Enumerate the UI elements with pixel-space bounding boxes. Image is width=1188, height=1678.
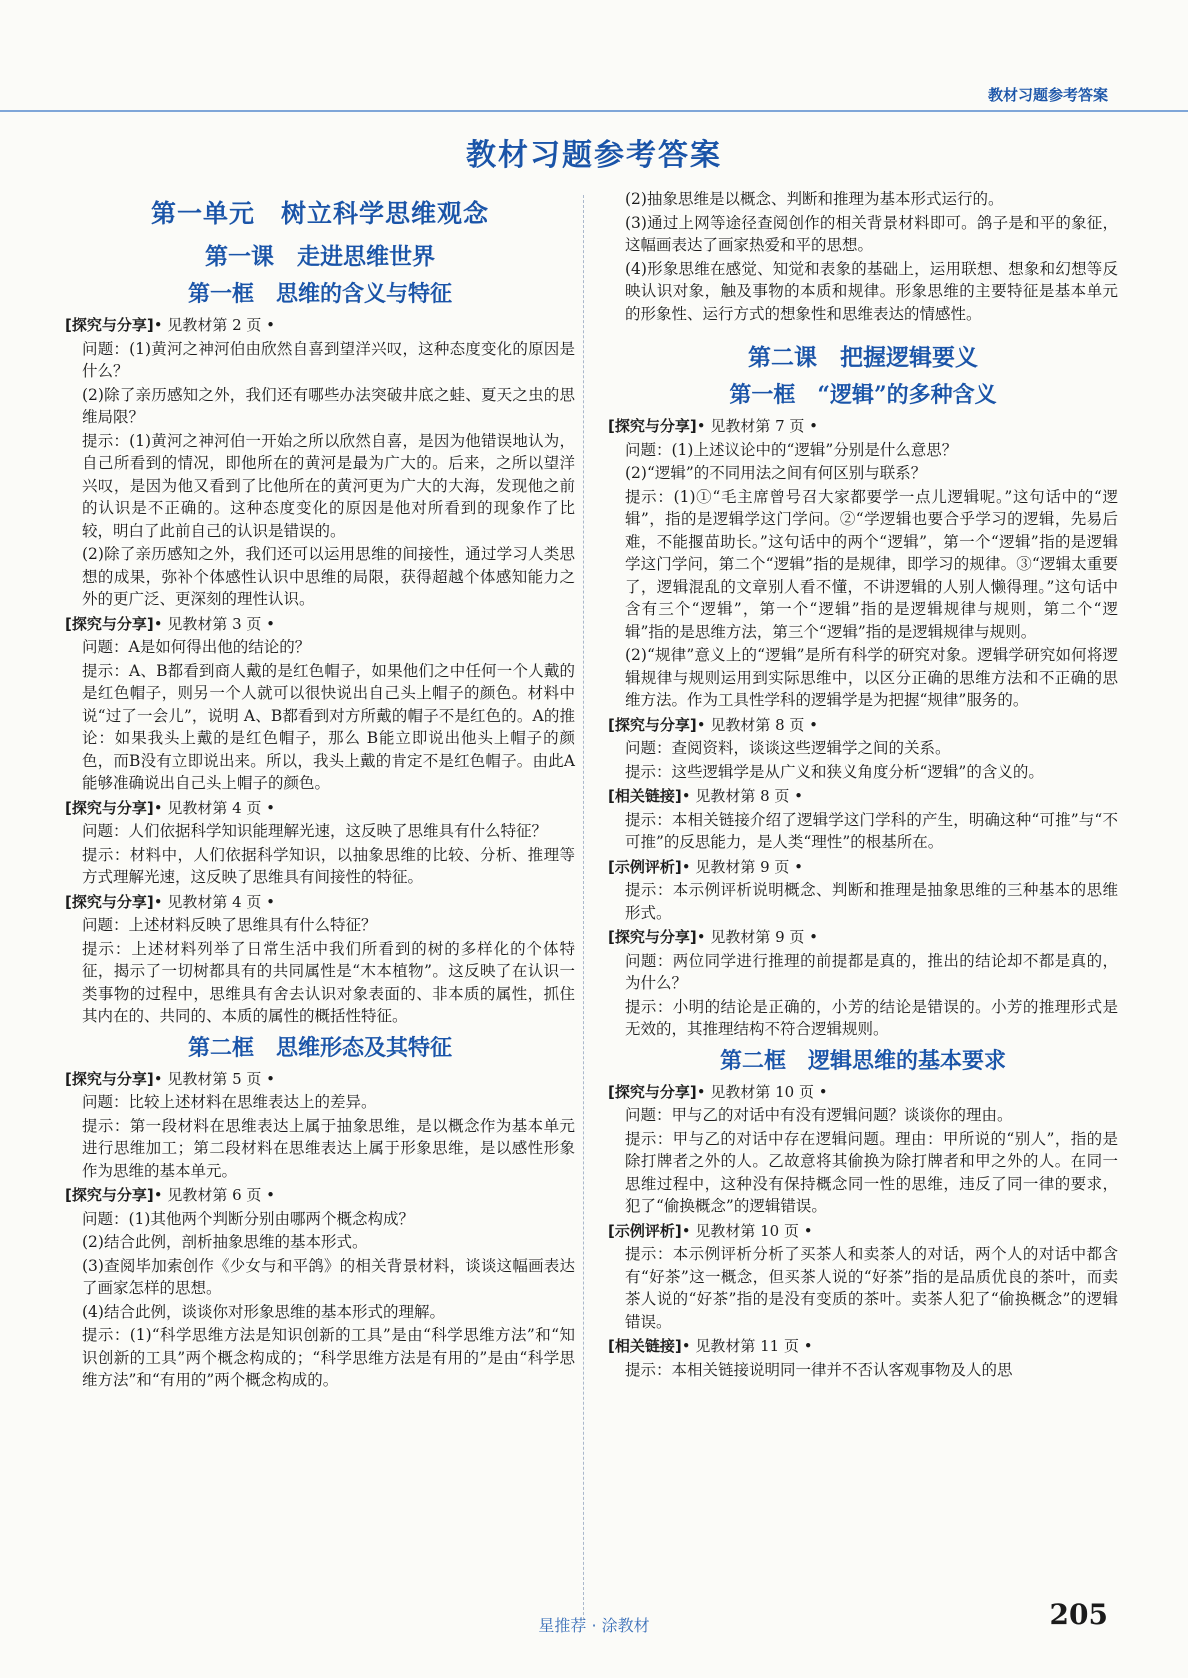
section-label: [探究与分享]: [608, 1082, 697, 1101]
lesson-heading: 第一课 走进思维世界: [205, 243, 435, 270]
section-ref: • 见教材第 10 页 •: [696, 1082, 828, 1101]
section-header: [608, 1335, 1118, 1358]
frame-heading: 第二框 思维形态及其特征: [187, 1034, 452, 1061]
section-label: [相关链接]: [608, 1337, 682, 1355]
left-column: [65, 188, 575, 1393]
section-header: [65, 1184, 575, 1207]
section-label: [相关链接]: [608, 787, 682, 805]
paragraph: 问题：查阅资料，谈谈这些逻辑学之间的关系。: [625, 739, 951, 757]
section-header: [608, 1081, 1118, 1104]
section-header: [608, 1220, 1118, 1243]
column-divider: [583, 195, 584, 1620]
paragraph: (2)“逻辑”的不同用法之间有何区别与联系？: [625, 464, 927, 482]
section-label: [探究与分享]: [608, 417, 697, 435]
page-number: 205: [1049, 1598, 1108, 1631]
section-label: [示例评析]: [608, 857, 682, 876]
section-ref: • 见教材第 10 页 •: [681, 1221, 813, 1240]
paragraph: (2)“规律”意义上的“逻辑”是所有科学的研究对象。逻辑学研究如何将逻辑规律与规则运用到实际思维中，以区分正确的思维方法和不正确的思维方法。作为工具性学科的逻辑学是为把握“规律”服务的。: [625, 646, 1118, 709]
section-ref: • 见教材第 3 页 •: [153, 614, 276, 633]
section-label: [探究与分享]: [65, 892, 154, 911]
paragraph: 问题：A是如何得出他的结论的？: [82, 638, 311, 656]
section-header: [65, 613, 575, 636]
lesson-heading: 第二课 把握逻辑要义: [748, 344, 978, 371]
section-ref: • 见教材第 9 页 •: [681, 857, 804, 876]
paragraph: 提示：甲与乙的对话中存在逻辑问题。理由：甲所说的“别人”，指的是除打牌者之外的人。乙故意将其偷换为除打牌者和甲之外的人。在同一思维过程中，这种没有保持概念同一性的思维，违反了同一律的要求，犯了“偷换概念”的逻辑错误。: [625, 1129, 1118, 1215]
paragraph: 问题：(1)黄河之神河伯由欣然自喜到望洋兴叹，这种态度变化的原因是什么？: [82, 339, 575, 380]
frame-heading: 第一框 “逻辑”的多种含义: [729, 382, 997, 408]
section-ref: • 见教材第 2 页 •: [153, 316, 276, 334]
section-label: [探究与分享]: [65, 1069, 154, 1088]
section-label: [探究与分享]: [608, 715, 697, 734]
section-ref: • 见教材第 5 页 •: [153, 1069, 276, 1088]
paragraph: 提示：本示例评析分析了买茶人和卖茶人的对话，两个人的对话中都含有“好茶”这一概念，但买茶人说的“好茶”指的是品质优良的茶叶，而卖茶人说的“好茶”指的是没有变质的茶叶。卖茶人犯了“偷换概念”的逻辑错误。: [625, 1245, 1118, 1331]
section-header: [608, 785, 1118, 808]
section-header: [608, 856, 1118, 879]
section-header: [608, 415, 1118, 438]
running-header: 教材习题参考答案: [987, 86, 1108, 104]
paragraph: 提示：本相关链接说明同一律并不否认客观事物及人的思: [625, 1360, 1013, 1379]
paragraph: 问题：人们依据科学知识能理解光速，这反映了思维具有什么特征？: [82, 822, 548, 840]
section-label: [探究与分享]: [65, 798, 154, 817]
paragraph: (2)除了亲历感知之外，我们还有哪些办法突破井底之蛙、夏天之虫的思维局限？: [82, 385, 575, 426]
section-header: [65, 891, 575, 914]
paragraph: 问题：(1)上述议论中的“逻辑”分别是什么意思？: [625, 440, 958, 459]
paragraph: (4)结合此例，谈谈你对形象思维的基本形式的理解。: [82, 1302, 445, 1321]
section-ref: • 见教材第 9 页 •: [696, 928, 819, 946]
section-label: [探究与分享]: [65, 614, 154, 633]
paragraph: (2)除了亲历感知之外，我们还可以运用思维的间接性，通过学习人类思想的成果，弥补个体感性认识中思维的局限，获得超越个体感知能力之外的更广泛、更深刻的理性认识。: [82, 545, 575, 608]
section-label: [探究与分享]: [65, 316, 154, 334]
paragraph: 提示：上述材料列举了日常生活中我们所看到的树的多样化的个体特征，揭示了一切树都具有的共同属性是“木本植物”。这反映了在认识一类事物的过程中，思维具有舍去认识对象表面的、非本质的属性，抓住其内在的、共同的、本质的属性的概括性特征。: [82, 939, 575, 1025]
section-header: [65, 1068, 575, 1091]
section-header: [65, 797, 575, 820]
section-header: [608, 926, 1118, 949]
paragraph: 问题：比较上述材料在思维表达上的差异。: [82, 1093, 377, 1111]
paragraph: 提示：材料中，人们依据科学知识，以抽象思维的比较、分析、推理等方式理解光速，这反映了思维具有间接性的特征。: [82, 845, 575, 886]
section-ref: • 见教材第 7 页 •: [696, 417, 819, 435]
paragraph: 提示：(1)“科学思维方法是知识创新的工具”是由“科学思维方法”和“知识创新的工具”两个概念构成的；“科学思维方法是有用的”是由“科学思维方法”和“有用的”两个概念构成的。: [82, 1326, 575, 1389]
section-label: [探究与分享]: [608, 928, 697, 946]
frame-heading: 第一框 思维的含义与特征: [187, 281, 452, 307]
paragraph: 问题：两位同学进行推理的前提都是真的，推出的结论却不都是真的，为什么？: [625, 951, 1118, 992]
paragraph: 提示：(1)黄河之神河伯一开始之所以欣然自喜，是因为他错误地认为，自己所看到的情况，即他所在的黄河是最为广大的。后来，之所以望洋兴叹，是因为他又看到了比他所在的黄河更为广大的大海，发现他之前的认识是不正确的。这种态度变化的原因是他对所看到的现象作了比较，明白了此前自己的认识是错误的。: [82, 431, 575, 540]
section-ref: • 见教材第 11 页 •: [681, 1337, 813, 1355]
paragraph: (2)结合此例，剖析抽象思维的基本形式。: [82, 1233, 368, 1251]
paragraph: 提示：第一段材料在思维表达上属于抽象思维，是以概念作为基本单元进行思维加工；第二段材料在思维表达上属于形象思维，是以感性形象作为思维的基本单元。: [82, 1116, 575, 1180]
header-rule: [0, 110, 1188, 112]
paragraph: 问题：(1)其他两个判断分别由哪两个概念构成？: [82, 1209, 414, 1228]
section-ref: • 见教材第 8 页 •: [681, 787, 804, 805]
unit-heading: 第一单元 树立科学思维观念: [150, 199, 489, 228]
page-title: 教材习题参考答案: [466, 138, 722, 173]
section-header: [65, 314, 575, 337]
section-label: [示例评析]: [608, 1221, 682, 1240]
paragraph: (2)抽象思维是以概念、判断和推理为基本形式运行的。: [625, 190, 1004, 208]
section-label: [探究与分享]: [65, 1186, 154, 1204]
paragraph: 提示：本示例评析说明概念、判断和推理是抽象思维的三种基本的思维形式。: [625, 881, 1118, 922]
paragraph: 问题：上述材料反映了思维具有什么特征？: [82, 916, 377, 934]
paragraph: (3)查阅毕加索创作《少女与和平鸽》的相关背景材料，谈谈这幅画表达了画家怎样的思想。: [82, 1256, 575, 1297]
paragraph: 提示：A、B都看到商人戴的是红色帽子，如果他们之中任何一个人戴的是红色帽子，则另一个人就可以很快说出自己头上帽子的颜色。材料中说“过了一会儿”，说明 A、B都看到对方所戴的帽子不是红色的。A的推论：如果我头上戴的是红色帽子，那么 B能立即说出他头上帽子的颜色，而B没有立即说出来。所以，我头上戴的肯定不是红色帽子。由此A能够准确说出自己头上帽子的颜色。: [82, 661, 575, 792]
section-ref: • 见教材第 6 页 •: [153, 1186, 276, 1204]
paragraph: 问题：甲与乙的对话中有没有逻辑问题？谈谈你的理由。: [625, 1106, 1013, 1124]
paragraph: 提示：小明的结论是正确的，小芳的结论是错误的。小芳的推理形式是无效的，其推理结构不符合逻辑规则。: [625, 997, 1118, 1038]
section-ref: • 见教材第 4 页 •: [153, 892, 276, 911]
paragraph: (3)通过上网等途径查阅创作的相关背景材料即可。鸽子是和平的象征，这幅画表达了画家热爱和平的思想。: [625, 213, 1118, 254]
paragraph: 提示：本相关链接介绍了逻辑学这门学科的产生，明确这种“可推”与“不可推”的反思能力，是人类“理性”的根基所在。: [625, 810, 1118, 851]
section-header: [608, 714, 1118, 737]
frame-heading: 第二框 逻辑思维的基本要求: [719, 1047, 1006, 1074]
paragraph: 提示：这些逻辑学是从广义和狭义角度分析“逻辑”的含义的。: [625, 762, 1044, 781]
right-column: [608, 188, 1118, 1382]
footer-brand: 星推荐 · 涂教材: [538, 1616, 650, 1635]
paragraph: 提示：(1)①“毛主席曾号召大家都要学一点儿逻辑呢。”这句话中的“逻辑”，指的是逻辑学这门学问。②“学逻辑也要合乎学习的逻辑，先易后难，不能揠苗助长。”这句话中的两个“逻辑”，第一个“逻辑”指的是逻辑学这门学问，第二个“逻辑”指的是规律，即学习的规律。③“逻辑太重要了，逻辑混乱的文章别人看不懂，不讲逻辑的人别人懒得理。”这句话中含有三个“逻辑”，第一个“逻辑”指的是逻辑规律与规则，第二个“逻辑”指的是思维方法，第三个“逻辑”指的是逻辑规律与规则。: [625, 487, 1118, 641]
section-ref: • 见教材第 4 页 •: [153, 798, 276, 817]
section-ref: • 见教材第 8 页 •: [696, 715, 819, 734]
paragraph: (4)形象思维在感觉、知觉和表象的基础上，运用联想、想象和幻想等反映认识对象，触及事物的本质和规律。形象思维的主要特征是基本单元的形象性、运行方式的想象性和思维表达的情感性。: [625, 259, 1118, 323]
